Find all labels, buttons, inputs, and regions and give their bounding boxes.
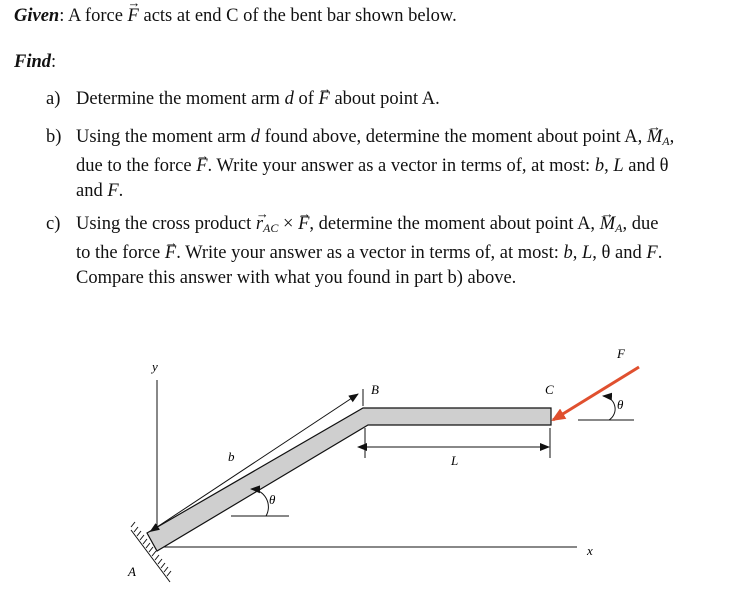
label-x: x — [587, 543, 593, 558]
qb-l2-t2: . Write your answer as a vector in terms of, at most: — [207, 156, 595, 176]
qc-l2-t5: . — [657, 243, 663, 263]
question-a-letter: a) — [46, 89, 61, 109]
qb-l2-t4: and θ — [623, 156, 669, 176]
qc-l2-b: b — [563, 243, 573, 263]
qc-l2-t2: . Write your answer as a vector in terms of, at most: — [176, 243, 564, 263]
force-vector-symbol: → F — [128, 6, 139, 27]
qc-l2-t1: to the force — [76, 243, 165, 263]
force-arrow — [553, 367, 639, 420]
label-F: F — [617, 346, 625, 361]
qb-l2-b: b — [594, 156, 605, 176]
theta-arc-force — [603, 396, 615, 420]
given-text-1: : A force — [59, 6, 128, 26]
question-c-letter: c) — [46, 214, 61, 234]
qc-l2-force-symbol: → F — [165, 241, 176, 266]
qc-l1-t4: , due — [622, 214, 659, 234]
qa-d: d — [284, 89, 294, 109]
label-y: y — [152, 359, 158, 374]
qc-moment-symbol: → M — [600, 212, 615, 237]
qb-l3-t1: and — [76, 181, 108, 201]
qc-l2-t4: , θ and — [592, 243, 647, 263]
bent-bar — [147, 408, 551, 551]
given-label: Given — [14, 6, 60, 26]
qc-l2-F: F — [646, 243, 658, 263]
qb-l1-d: d — [250, 127, 260, 147]
find-colon: : — [51, 52, 57, 72]
qa-force-symbol: → F — [319, 87, 330, 112]
qc-l1-t3: , determine the moment about point A, — [309, 214, 600, 234]
qb-moment-sub: A — [662, 134, 670, 148]
qc-position-vector-symbol: → r — [256, 212, 263, 237]
qb-l1-t1: Using the moment arm — [76, 127, 251, 147]
label-theta-bar: θ — [269, 492, 276, 507]
qb-l3-F: F — [107, 181, 119, 201]
label-B: B — [371, 382, 379, 397]
given-text-2: acts at end C of the bent bar shown below. — [138, 6, 457, 26]
qb-l3-t2: . — [118, 181, 124, 201]
label-L: L — [451, 453, 459, 468]
qc-moment-sub: A — [615, 221, 623, 235]
qb-l1-t2: found above, determine the moment about point A, — [259, 127, 647, 147]
qa-t3: about point A. — [329, 89, 440, 109]
label-C: C — [545, 382, 554, 397]
qa-t2: of — [293, 89, 319, 109]
qc-l2-L: L — [582, 243, 593, 263]
label-A: A — [128, 564, 136, 579]
qa-t1: Determine the moment arm — [76, 89, 285, 109]
dimension-b — [157, 394, 358, 527]
label-theta-force: θ — [617, 397, 624, 412]
qc-l2-t3: , — [572, 243, 582, 263]
qc-force-symbol: → F — [298, 212, 309, 237]
qb-l1-t3: , — [669, 127, 675, 147]
qb-l2-t1: due to the force — [76, 156, 197, 176]
find-label: Find — [14, 52, 52, 72]
qc-cross: × — [278, 214, 299, 234]
qc-l1-t1: Using the cross product — [76, 214, 256, 234]
qb-moment-symbol: → M — [647, 125, 662, 150]
qc-l3: Compare this answer with what you found in part b) above. — [76, 268, 517, 288]
label-b: b — [228, 449, 235, 464]
qb-l2-L: L — [613, 156, 624, 176]
qc-position-sub: AC — [263, 221, 279, 235]
qb-force-symbol: → F — [196, 154, 207, 179]
qb-l2-t3: , — [604, 156, 614, 176]
question-b-letter: b) — [46, 127, 62, 147]
